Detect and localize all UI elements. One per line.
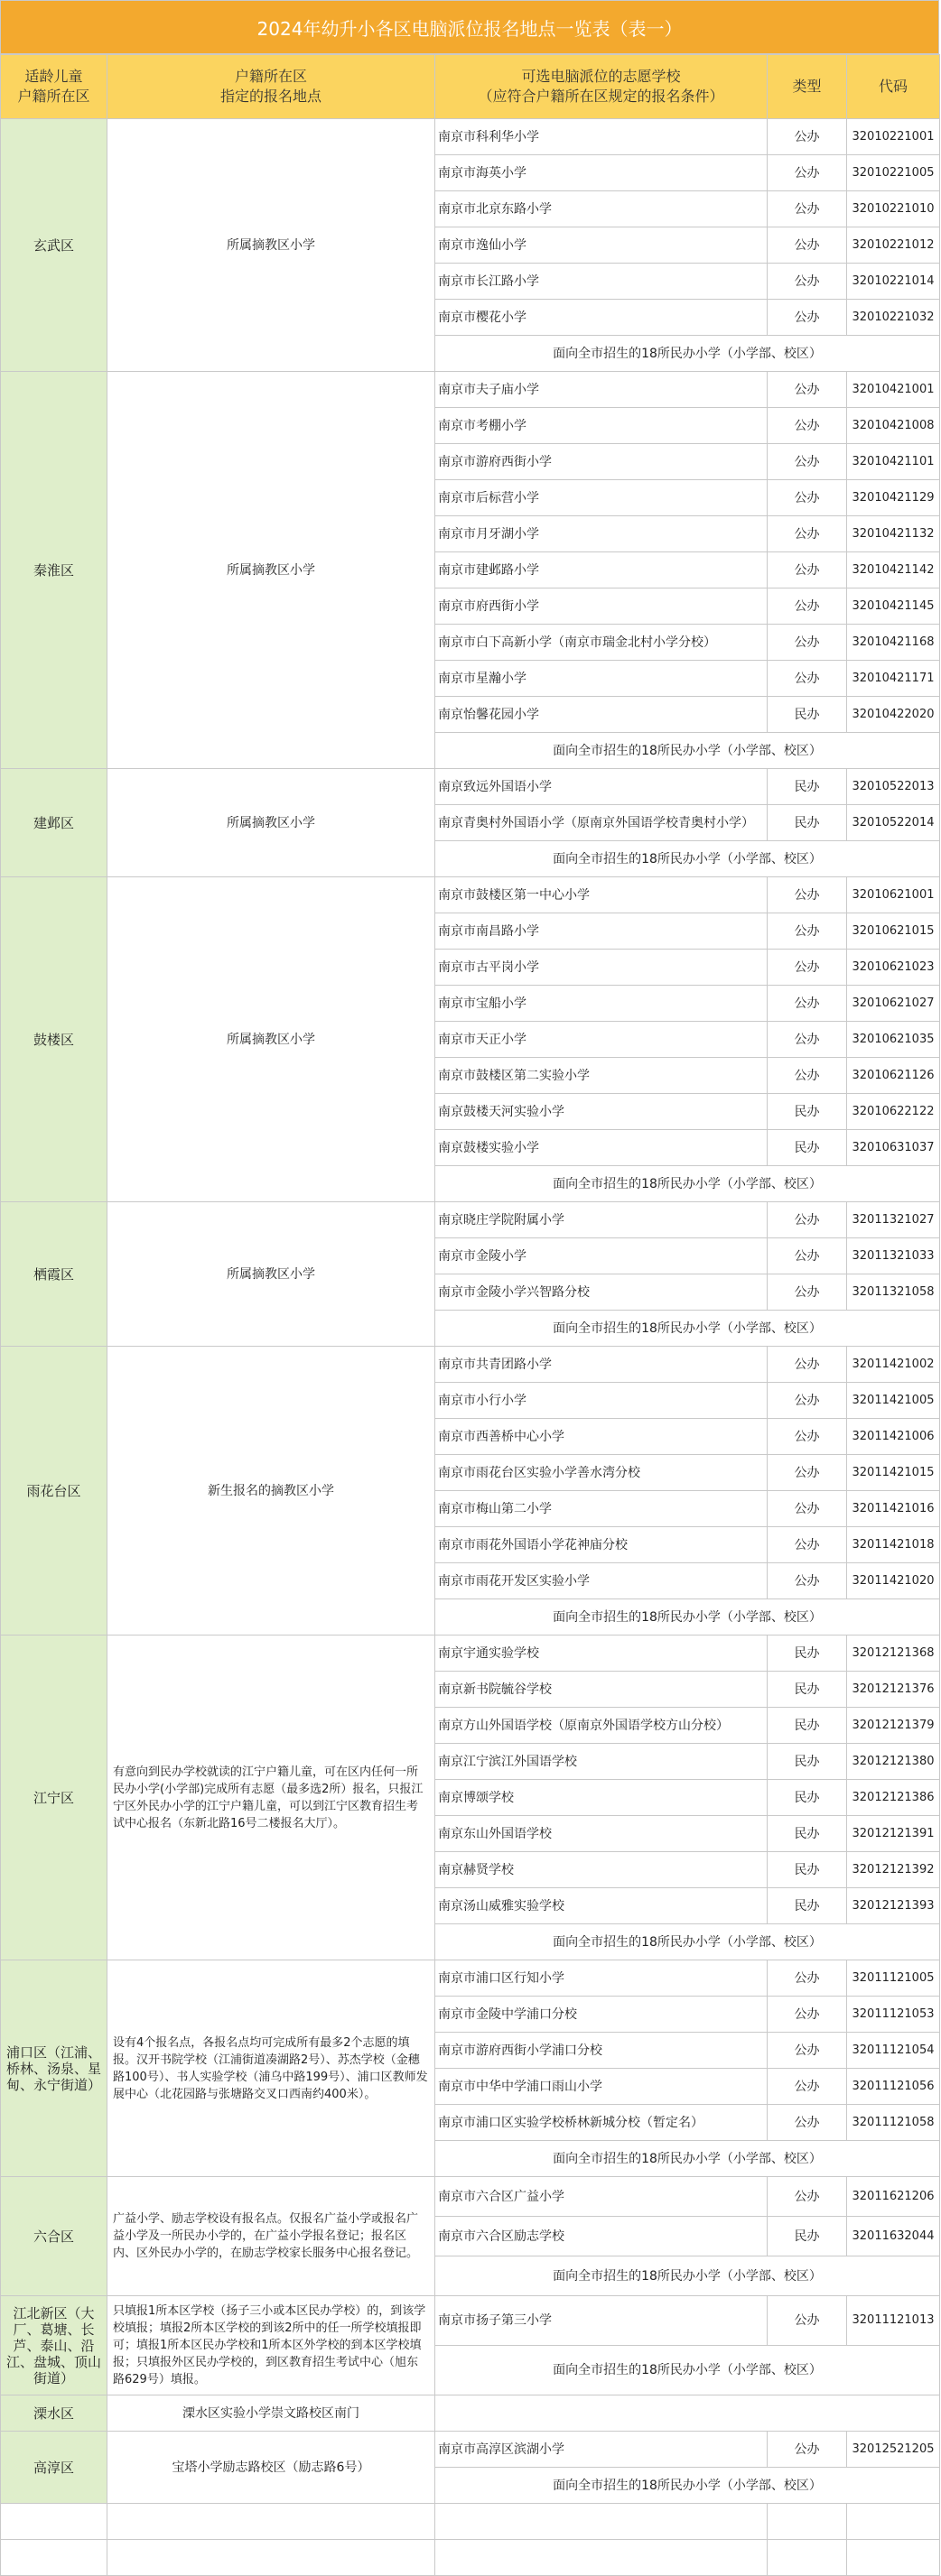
school-code: 32010221005	[847, 155, 940, 191]
table-row	[1, 877, 940, 913]
school-type: 公办	[768, 1058, 847, 1094]
header-row	[1, 55, 940, 119]
empty-cell	[1, 2540, 107, 2576]
school-type: 公办	[768, 661, 847, 697]
school-type: 公办	[768, 1455, 847, 1491]
empty-cell	[1, 2504, 107, 2540]
registration-location: 有意向到民办学校就读的江宁户籍儿童，可在区内任何一所民办小学(小学部)完成所有志愿（最多选2所）报名，只报江宁区外民办小学的江宁户籍儿童，可以到江宁区教育招生考试中心报名（东新北路16号二楼报名大厅）。	[107, 1635, 435, 1960]
school-name: 南京市北京东路小学	[435, 191, 768, 227]
private-schools-note: 面向全市招生的18所民办小学（小学部、校区）	[435, 1599, 940, 1635]
table-row	[1, 1960, 940, 1997]
header-code: 代码	[847, 55, 940, 119]
school-name: 南京市金陵小学兴智路分校	[435, 1274, 768, 1311]
private-schools-note: 面向全市招生的18所民办小学（小学部、校区）	[435, 2256, 940, 2296]
school-type: 公办	[768, 2105, 847, 2141]
school-type: 公办	[768, 1022, 847, 1058]
school-name: 南京市宝船小学	[435, 986, 768, 1022]
district-name: 玄武区	[1, 119, 107, 372]
school-name: 南京市樱花小学	[435, 300, 768, 336]
district-name: 六合区	[1, 2177, 107, 2296]
school-name: 南京市后标营小学	[435, 480, 768, 516]
registration-location: 宝塔小学励志路校区（励志路6号）	[107, 2432, 435, 2504]
school-name: 南京市游府西街小学	[435, 444, 768, 480]
school-type: 公办	[768, 1563, 847, 1599]
school-type: 公办	[768, 552, 847, 588]
school-code: 32011632044	[847, 2217, 940, 2256]
registration-location: 所属摘教区小学	[107, 877, 435, 1202]
school-name: 南京博颂学校	[435, 1780, 768, 1816]
school-type: 民办	[768, 1094, 847, 1130]
school-name: 南京鼓楼实验小学	[435, 1130, 768, 1166]
school-code: 32011421006	[847, 1419, 940, 1455]
school-name: 南京市鼓楼区第二实验小学	[435, 1058, 768, 1094]
registration-table	[0, 54, 940, 2576]
school-name: 南京市夫子庙小学	[435, 372, 768, 408]
school-name: 南京市扬子第三小学	[435, 2296, 768, 2346]
table-row	[1, 1635, 940, 1672]
empty-cell	[435, 2504, 768, 2540]
school-name: 南京市高淳区滨湖小学	[435, 2432, 768, 2468]
empty-cell	[768, 2504, 847, 2540]
school-code: 32012121379	[847, 1708, 940, 1744]
table-row	[1, 2432, 940, 2468]
school-code: 32010221001	[847, 119, 940, 155]
school-code: 32012121368	[847, 1635, 940, 1672]
school-type: 公办	[768, 444, 847, 480]
district-name: 雨花台区	[1, 1347, 107, 1635]
district-name: 溧水区	[1, 2395, 107, 2432]
school-code: 32011121013	[847, 2296, 940, 2346]
private-schools-note: 面向全市招生的18所民办小学（小学部、校区）	[435, 1924, 940, 1960]
school-type: 公办	[768, 2177, 847, 2217]
school-type: 民办	[768, 805, 847, 841]
empty-cell	[107, 2504, 435, 2540]
school-name: 南京市金陵中学浦口分校	[435, 1997, 768, 2033]
school-type: 民办	[768, 2217, 847, 2256]
district-name: 秦淮区	[1, 372, 107, 769]
school-type: 民办	[768, 1635, 847, 1672]
private-schools-note: 面向全市招生的18所民办小学（小学部、校区）	[435, 2346, 940, 2395]
school-name: 南京市白下高新小学（南京市瑞金北村小学分校）	[435, 625, 768, 661]
empty-row	[1, 2540, 940, 2576]
table-row	[1, 2177, 940, 2217]
school-name: 南京江宁滨江外国语学校	[435, 1744, 768, 1780]
school-code: 32010621126	[847, 1058, 940, 1094]
school-type: 公办	[768, 1997, 847, 2033]
school-code: 32010221012	[847, 227, 940, 264]
school-code: 32011421020	[847, 1563, 940, 1599]
table-row	[1, 769, 940, 805]
district-name: 建邺区	[1, 769, 107, 877]
school-code: 32010621015	[847, 913, 940, 950]
school-type: 公办	[768, 480, 847, 516]
school-code: 32012121376	[847, 1672, 940, 1708]
school-code: 32012121393	[847, 1888, 940, 1924]
school-name: 南京汤山威雅实验学校	[435, 1888, 768, 1924]
school-type: 民办	[768, 769, 847, 805]
school-code: 32011421005	[847, 1383, 940, 1419]
school-code: 32010522013	[847, 769, 940, 805]
school-code: 32010631037	[847, 1130, 940, 1166]
school-code: 32011121005	[847, 1960, 940, 1997]
school-type: 民办	[768, 1780, 847, 1816]
school-type: 公办	[768, 1274, 847, 1311]
school-name: 南京市天正小学	[435, 1022, 768, 1058]
school-name: 南京市共青团路小学	[435, 1347, 768, 1383]
empty-cell	[847, 2540, 940, 2576]
school-name: 南京市浦口区实验学校桥林新城分校（暂定名）	[435, 2105, 768, 2141]
private-schools-note: 面向全市招生的18所民办小学（小学部、校区）	[435, 841, 940, 877]
school-name: 南京怡馨花园小学	[435, 697, 768, 733]
school-type: 民办	[768, 1744, 847, 1780]
table-title: 2024年幼升小各区电脑派位报名地点一览表（表一）	[0, 0, 939, 54]
school-type: 公办	[768, 191, 847, 227]
school-code: 32010421145	[847, 588, 940, 625]
school-type: 公办	[768, 300, 847, 336]
empty-cell	[435, 2540, 768, 2576]
empty-cell	[847, 2504, 940, 2540]
school-type: 民办	[768, 1672, 847, 1708]
school-name: 南京市星瀚小学	[435, 661, 768, 697]
school-type: 公办	[768, 986, 847, 1022]
school-code: 32012121392	[847, 1852, 940, 1888]
school-code: 32010221010	[847, 191, 940, 227]
school-code: 32011421018	[847, 1527, 940, 1563]
school-code: 32011621206	[847, 2177, 940, 2217]
registration-location: 所属摘教区小学	[107, 372, 435, 769]
header-schools: 可选电脑派位的志愿学校 （应符合户籍所在区规定的报名条件）	[435, 55, 768, 119]
empty-cell	[768, 2540, 847, 2576]
school-type: 公办	[768, 1202, 847, 1238]
school-name: 南京市浦口区行知小学	[435, 1960, 768, 1997]
school-type: 公办	[768, 155, 847, 191]
registration-location: 设有4个报名点，各报名点均可完成所有最多2个志愿的填报。汉开书院学校（江浦街道凑湖路2号）、苏杰学校（金穗路100号）、书人实验学校（浦乌中路199号）、浦口区教师发展中心（北花园路与张塘路交叉口西南约400米）。	[107, 1960, 435, 2177]
school-type: 公办	[768, 1491, 847, 1527]
school-type: 公办	[768, 1347, 847, 1383]
school-code: 32011421015	[847, 1455, 940, 1491]
private-schools-note: 面向全市招生的18所民办小学（小学部、校区）	[435, 1311, 940, 1347]
school-type: 公办	[768, 1383, 847, 1419]
school-code: 32010421129	[847, 480, 940, 516]
registration-location: 所属摘教区小学	[107, 1202, 435, 1347]
school-code: 32010421168	[847, 625, 940, 661]
school-type: 公办	[768, 1527, 847, 1563]
school-name: 南京市鼓楼区第一中心小学	[435, 877, 768, 913]
school-code: 32012521205	[847, 2432, 940, 2468]
table-row	[1, 2296, 940, 2346]
school-code: 32012121386	[847, 1780, 940, 1816]
school-name: 南京市雨花外国语小学花神庙分校	[435, 1527, 768, 1563]
school-code: 32010221032	[847, 300, 940, 336]
school-code: 32010421008	[847, 408, 940, 444]
school-code: 32011321058	[847, 1274, 940, 1311]
school-name: 南京东山外国语学校	[435, 1816, 768, 1852]
table-row	[1, 372, 940, 408]
school-name: 南京致远外国语小学	[435, 769, 768, 805]
district-name: 江宁区	[1, 1635, 107, 1960]
registration-location: 广益小学、励志学校设有报名点。仅报名广益小学或报名广益小学及一所民办小学的，在广益小学报名登记；报名区内、区外民办小学的，在励志学校家长服务中心报名登记。	[107, 2177, 435, 2296]
school-type: 公办	[768, 119, 847, 155]
school-name: 南京市雨花开发区实验小学	[435, 1563, 768, 1599]
school-code: 32010621001	[847, 877, 940, 913]
school-code: 32012121391	[847, 1816, 940, 1852]
school-name: 南京鼓楼天河实验小学	[435, 1094, 768, 1130]
school-code: 32010421101	[847, 444, 940, 480]
school-type: 公办	[768, 1238, 847, 1274]
table-row	[1, 2395, 940, 2432]
school-name: 南京市南昌路小学	[435, 913, 768, 950]
registration-location: 所属摘教区小学	[107, 119, 435, 372]
school-code: 32010421171	[847, 661, 940, 697]
school-code: 32011121053	[847, 1997, 940, 2033]
school-code: 32012121380	[847, 1744, 940, 1780]
school-name: 南京市小行小学	[435, 1383, 768, 1419]
school-code: 32010522014	[847, 805, 940, 841]
private-schools-note: 面向全市招生的18所民办小学（小学部、校区）	[435, 1166, 940, 1202]
registration-location: 新生报名的摘教区小学	[107, 1347, 435, 1635]
school-type: 公办	[768, 227, 847, 264]
school-type: 公办	[768, 2033, 847, 2069]
school-code: 32010421001	[847, 372, 940, 408]
school-type: 民办	[768, 1708, 847, 1744]
school-name: 南京市府西街小学	[435, 588, 768, 625]
school-code: 32011121056	[847, 2069, 940, 2105]
registration-location: 只填报1所本区学校（扬子三小或本区民办学校）的，到该学校填报；填报2所本区学校的到该2所中的任一所学校填报即可；填报1所本区民办学校和1所本区外学校的到本区学校填报；只填报外区民办学校的，到区教育招生考试中心（旭东路629号）填报。	[107, 2296, 435, 2395]
school-name: 南京市建邺路小学	[435, 552, 768, 588]
school-name: 南京方山外国语学校（原南京外国语学校方山分校）	[435, 1708, 768, 1744]
school-code: 32010421142	[847, 552, 940, 588]
empty-cell	[107, 2540, 435, 2576]
school-type: 民办	[768, 697, 847, 733]
school-name: 南京市西善桥中心小学	[435, 1419, 768, 1455]
school-name: 南京市六合区励志学校	[435, 2217, 768, 2256]
school-type: 公办	[768, 408, 847, 444]
header-location: 户籍所在区 指定的报名地点	[107, 55, 435, 119]
school-name: 南京市游府西街小学浦口分校	[435, 2033, 768, 2069]
school-type: 公办	[768, 588, 847, 625]
table-row	[1, 119, 940, 155]
school-type: 公办	[768, 516, 847, 552]
private-schools-note: 面向全市招生的18所民办小学（小学部、校区）	[435, 2468, 940, 2504]
registration-location: 所属摘教区小学	[107, 769, 435, 877]
school-type: 公办	[768, 913, 847, 950]
school-name: 南京赫贤学校	[435, 1852, 768, 1888]
header-district: 适龄儿童 户籍所在区	[1, 55, 107, 119]
school-type: 公办	[768, 1960, 847, 1997]
private-schools-note: 面向全市招生的18所民办小学（小学部、校区）	[435, 2141, 940, 2177]
school-code: 32010621023	[847, 950, 940, 986]
school-type: 公办	[768, 1419, 847, 1455]
school-type: 民办	[768, 1816, 847, 1852]
school-type: 公办	[768, 2069, 847, 2105]
school-code: 32010621027	[847, 986, 940, 1022]
school-type: 民办	[768, 1852, 847, 1888]
school-name: 南京市长江路小学	[435, 264, 768, 300]
school-name: 南京市海英小学	[435, 155, 768, 191]
school-name: 南京新书院毓谷学校	[435, 1672, 768, 1708]
school-code: 32011421016	[847, 1491, 940, 1527]
school-name: 南京市科利华小学	[435, 119, 768, 155]
school-code: 32010421132	[847, 516, 940, 552]
district-name: 浦口区（江浦、桥林、汤泉、星甸、永宁街道）	[1, 1960, 107, 2177]
school-name: 南京市月牙湖小学	[435, 516, 768, 552]
school-type: 公办	[768, 2296, 847, 2346]
school-name: 南京市古平岗小学	[435, 950, 768, 986]
school-type: 公办	[768, 372, 847, 408]
school-code: 32010221014	[847, 264, 940, 300]
school-code: 32011421002	[847, 1347, 940, 1383]
school-code: 32010422020	[847, 697, 940, 733]
school-code: 32010622122	[847, 1094, 940, 1130]
school-type: 公办	[768, 2432, 847, 2468]
school-code: 32011121058	[847, 2105, 940, 2141]
district-name: 鼓楼区	[1, 877, 107, 1202]
school-type: 公办	[768, 877, 847, 913]
district-name: 高淳区	[1, 2432, 107, 2504]
private-schools-note: 面向全市招生的18所民办小学（小学部、校区）	[435, 733, 940, 769]
school-name: 南京市考棚小学	[435, 408, 768, 444]
school-name: 南京市金陵小学	[435, 1238, 768, 1274]
school-name: 南京市逸仙小学	[435, 227, 768, 264]
school-type: 民办	[768, 1888, 847, 1924]
school-code: 32010621035	[847, 1022, 940, 1058]
school-name: 南京市中华中学浦口雨山小学	[435, 2069, 768, 2105]
school-name: 南京市雨花台区实验小学善水湾分校	[435, 1455, 768, 1491]
school-type: 公办	[768, 950, 847, 986]
school-name: 南京晓庄学院附属小学	[435, 1202, 768, 1238]
school-code: 32011121054	[847, 2033, 940, 2069]
school-name: 南京市六合区广益小学	[435, 2177, 768, 2217]
school-code: 32011321033	[847, 1238, 940, 1274]
header-type: 类型	[768, 55, 847, 119]
school-name: 南京市梅山第二小学	[435, 1491, 768, 1527]
school-name: 南京宇通实验学校	[435, 1635, 768, 1672]
district-name: 江北新区（大厂、葛塘、长芦、泰山、沿江、盘城、顶山街道）	[1, 2296, 107, 2395]
school-type: 公办	[768, 264, 847, 300]
school-type: 民办	[768, 1130, 847, 1166]
table-row	[1, 1202, 940, 1238]
empty-cell	[435, 2395, 940, 2432]
empty-row	[1, 2504, 940, 2540]
district-name: 栖霞区	[1, 1202, 107, 1347]
registration-location: 溧水区实验小学崇文路校区南门	[107, 2395, 435, 2432]
school-code: 32011321027	[847, 1202, 940, 1238]
table-row	[1, 1347, 940, 1383]
private-schools-note: 面向全市招生的18所民办小学（小学部、校区）	[435, 336, 940, 372]
school-name: 南京青奥村外国语小学（原南京外国语学校青奥村小学）	[435, 805, 768, 841]
school-type: 公办	[768, 625, 847, 661]
